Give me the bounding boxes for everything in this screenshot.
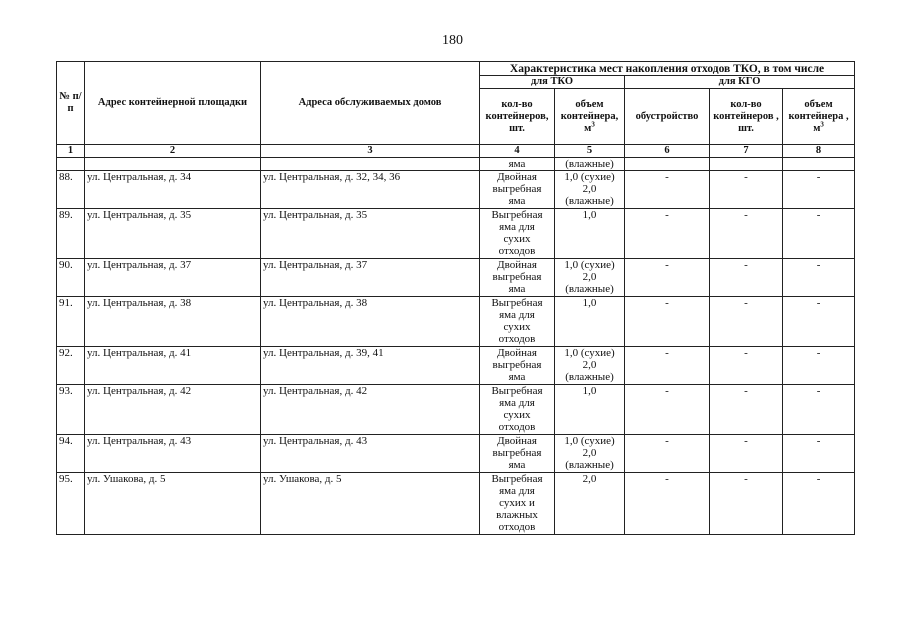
house-addresses: ул. Центральная, д. 32, 34, 36 bbox=[261, 171, 480, 209]
tko-count-line: выгребная bbox=[492, 447, 542, 459]
row-number: 93. bbox=[57, 385, 85, 435]
site-address: ул. Центральная, д. 43 bbox=[85, 435, 261, 473]
tko-count-line: яма для bbox=[499, 397, 535, 409]
row-number: 94. bbox=[57, 435, 85, 473]
tko-count-line: Выгребная bbox=[491, 209, 543, 221]
tko-count-line: Выгребная bbox=[491, 385, 543, 397]
kgo-facility: - bbox=[625, 385, 710, 435]
header-group-kgo: для КГО bbox=[625, 76, 855, 89]
tko-volume bbox=[555, 259, 625, 297]
site-address: ул. Центральная, д. 41 bbox=[85, 347, 261, 385]
tko-count-line: сухих bbox=[503, 321, 531, 333]
tko-count bbox=[480, 297, 555, 347]
row-number: 89. bbox=[57, 209, 85, 259]
tko-count-line: сухих bbox=[503, 409, 531, 421]
table-row bbox=[57, 435, 855, 473]
kgo-count: - bbox=[710, 385, 783, 435]
site-address: ул. Центральная, д. 38 bbox=[85, 297, 261, 347]
tko-volume-line: 1,0 (сухие) bbox=[564, 435, 615, 447]
tko-count bbox=[480, 473, 555, 535]
header-kgo-facility: обустройство bbox=[625, 89, 710, 145]
table-row bbox=[57, 209, 855, 259]
house-addresses: ул. Центральная, д. 38 bbox=[261, 297, 480, 347]
house-addresses: ул. Центральная, д. 43 bbox=[261, 435, 480, 473]
house-addresses: ул. Центральная, д. 39, 41 bbox=[261, 347, 480, 385]
tko-volume-line: 1,0 (сухие) bbox=[564, 347, 615, 359]
tko-volume bbox=[555, 473, 625, 535]
tko-count-line: Двойная bbox=[497, 259, 537, 271]
table-row bbox=[57, 171, 855, 209]
tko-volume-line: (влажные) bbox=[565, 459, 614, 471]
site-address: ул. Центральная, д. 37 bbox=[85, 259, 261, 297]
kgo-count: - bbox=[710, 171, 783, 209]
tko-volume bbox=[555, 385, 625, 435]
tko-count-line: отходов bbox=[498, 333, 536, 345]
table-row bbox=[57, 297, 855, 347]
tko-volume-line: (влажные) bbox=[565, 371, 614, 383]
kgo-facility: - bbox=[625, 473, 710, 535]
kgo-volume: - bbox=[783, 385, 855, 435]
tko-count-line: отходов bbox=[498, 521, 536, 533]
site-address: ул. Центральная, д. 42 bbox=[85, 385, 261, 435]
row-number: 88. bbox=[57, 171, 85, 209]
column-number: 6 bbox=[625, 145, 710, 158]
header-tko-volume: объем контейнера, $м^3$ bbox=[555, 89, 625, 145]
column-number-row bbox=[57, 145, 855, 158]
tko-count-line: отходов bbox=[498, 245, 536, 257]
tko-count-line: яма bbox=[508, 371, 526, 383]
header-kgo-count: кол-во контейнеров , шт. bbox=[710, 89, 783, 145]
tko-count bbox=[480, 347, 555, 385]
kgo-facility: - bbox=[625, 259, 710, 297]
tko-volume-line: 1,0 bbox=[582, 209, 597, 221]
header-kgo-volume: объем контейнера , $м^3$ bbox=[783, 89, 855, 145]
table-row bbox=[57, 259, 855, 297]
column-number: 2 bbox=[85, 145, 261, 158]
tko-count-line: яма bbox=[508, 283, 526, 295]
tko-count-line: яма для bbox=[499, 309, 535, 321]
tko-volume bbox=[555, 297, 625, 347]
kgo-volume: - bbox=[783, 435, 855, 473]
tko-count-line: сухих bbox=[503, 233, 531, 245]
row-number: 95. bbox=[57, 473, 85, 535]
tko-count-line: Двойная bbox=[497, 347, 537, 359]
tko-count-line: влажных bbox=[496, 509, 538, 521]
tko-count-line: Выгребная bbox=[491, 473, 543, 485]
column-number: 1 bbox=[57, 145, 85, 158]
header-group-tko: для ТКО bbox=[480, 76, 625, 89]
tko-volume-line: (влажные) bbox=[565, 195, 614, 207]
tko-volume-line: 2,0 bbox=[582, 473, 597, 485]
tko-count-line: выгребная bbox=[492, 359, 542, 371]
tko-count-line: яма bbox=[508, 195, 526, 207]
kgo-count: - bbox=[710, 473, 783, 535]
kgo-count: - bbox=[710, 347, 783, 385]
column-number: 5 bbox=[555, 145, 625, 158]
house-addresses: ул. Ушакова, д. 5 bbox=[261, 473, 480, 535]
tko-volume bbox=[555, 435, 625, 473]
kgo-facility: - bbox=[625, 435, 710, 473]
header-characteristics: Характеристика мест накопления отходов ТКО, в том числе bbox=[480, 62, 855, 76]
header-no: № п/п bbox=[57, 62, 85, 145]
continuation-row bbox=[57, 158, 855, 171]
column-number: 4 bbox=[480, 145, 555, 158]
site-address: ул. Центральная, д. 35 bbox=[85, 209, 261, 259]
kgo-volume: - bbox=[783, 259, 855, 297]
tko-volume-line: 2,0 bbox=[582, 359, 597, 371]
continuation-count: яма bbox=[480, 158, 555, 171]
tko-volume-line: 1,0 bbox=[582, 385, 597, 397]
table-row bbox=[57, 347, 855, 385]
tko-volume-line: 2,0 bbox=[582, 183, 597, 195]
kgo-facility: - bbox=[625, 171, 710, 209]
kgo-volume: - bbox=[783, 171, 855, 209]
header-tko-count: кол-во контейнеров, шт. bbox=[480, 89, 555, 145]
kgo-count: - bbox=[710, 209, 783, 259]
site-address: ул. Ушакова, д. 5 bbox=[85, 473, 261, 535]
column-number: 3 bbox=[261, 145, 480, 158]
kgo-count: - bbox=[710, 435, 783, 473]
column-number: 7 bbox=[710, 145, 783, 158]
header-site-address: Адрес контейнерной площадки bbox=[85, 62, 261, 145]
tko-volume-line: 1,0 (сухие) bbox=[564, 259, 615, 271]
tko-count-line: яма для bbox=[499, 485, 535, 497]
table-row bbox=[57, 473, 855, 535]
kgo-volume: - bbox=[783, 297, 855, 347]
tko-count bbox=[480, 209, 555, 259]
row-number: 91. bbox=[57, 297, 85, 347]
kgo-count: - bbox=[710, 259, 783, 297]
tko-volume-line: (влажные) bbox=[565, 283, 614, 295]
table-row bbox=[57, 385, 855, 435]
kgo-volume: - bbox=[783, 347, 855, 385]
house-addresses: ул. Центральная, д. 37 bbox=[261, 259, 480, 297]
tko-count-line: Выгребная bbox=[491, 297, 543, 309]
tko-volume-line: 2,0 bbox=[582, 447, 597, 459]
tko-volume-line: 1,0 (сухие) bbox=[564, 171, 615, 183]
row-number: 92. bbox=[57, 347, 85, 385]
tko-count bbox=[480, 171, 555, 209]
tko-count-line: яма для bbox=[499, 221, 535, 233]
tko-count-line: Двойная bbox=[497, 171, 537, 183]
tko-count-line: отходов bbox=[498, 421, 536, 433]
tko-volume bbox=[555, 171, 625, 209]
kgo-volume: - bbox=[783, 473, 855, 535]
house-addresses: ул. Центральная, д. 35 bbox=[261, 209, 480, 259]
tko-count-line: Двойная bbox=[497, 435, 537, 447]
waste-sites-table bbox=[56, 61, 855, 535]
tko-count-line: выгребная bbox=[492, 183, 542, 195]
tko-count bbox=[480, 259, 555, 297]
column-number: 8 bbox=[783, 145, 855, 158]
page-number: 180 bbox=[442, 33, 463, 48]
tko-count-line: сухих и bbox=[499, 497, 535, 509]
kgo-facility: - bbox=[625, 297, 710, 347]
kgo-volume: - bbox=[783, 209, 855, 259]
tko-volume-line: 2,0 bbox=[582, 271, 597, 283]
site-address: ул. Центральная, д. 34 bbox=[85, 171, 261, 209]
continuation-volume: (влажные) bbox=[555, 158, 625, 171]
row-number: 90. bbox=[57, 259, 85, 297]
tko-count-line: выгребная bbox=[492, 271, 542, 283]
tko-volume-line: 1,0 bbox=[582, 297, 597, 309]
tko-volume bbox=[555, 347, 625, 385]
kgo-facility: - bbox=[625, 209, 710, 259]
tko-count-line: яма bbox=[508, 459, 526, 471]
kgo-facility: - bbox=[625, 347, 710, 385]
tko-volume bbox=[555, 209, 625, 259]
header-house-addresses: Адреса обслуживаемых домов bbox=[261, 62, 480, 145]
house-addresses: ул. Центральная, д. 42 bbox=[261, 385, 480, 435]
tko-count bbox=[480, 385, 555, 435]
kgo-count: - bbox=[710, 297, 783, 347]
tko-count bbox=[480, 435, 555, 473]
